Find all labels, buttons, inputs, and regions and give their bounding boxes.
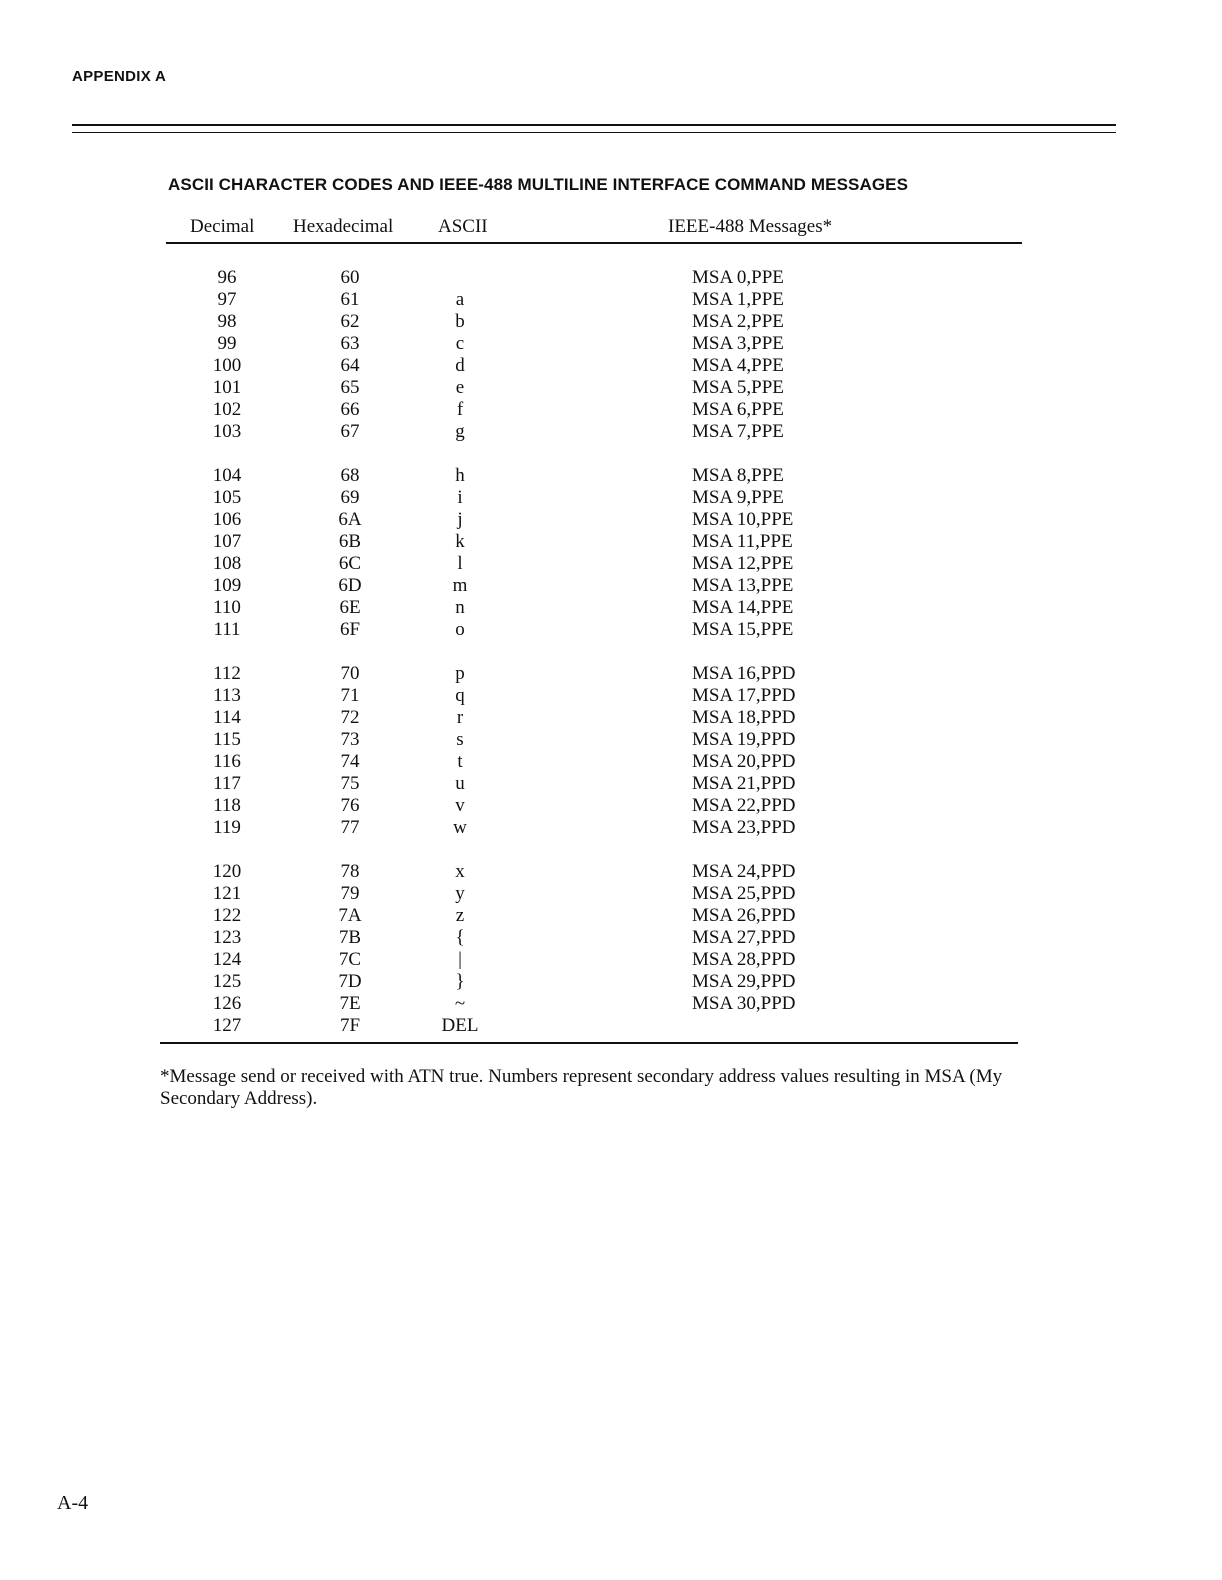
ascii-cell: k bbox=[455, 531, 465, 552]
ieee-message-cell: MSA 19,PPD bbox=[692, 729, 796, 750]
ascii-cell: u bbox=[455, 773, 465, 794]
column-header-rule bbox=[166, 242, 1022, 244]
row-group bbox=[0, 465, 1222, 641]
row-group bbox=[0, 663, 1222, 839]
table-row bbox=[0, 465, 1222, 487]
table-row bbox=[0, 355, 1222, 377]
ascii-cell: v bbox=[455, 795, 465, 816]
hex-cell: 6A bbox=[338, 509, 362, 530]
decimal-cell: 118 bbox=[213, 795, 241, 816]
table-row bbox=[0, 663, 1222, 685]
ieee-message-cell: MSA 22,PPD bbox=[692, 795, 796, 816]
column-header-ascii: ASCII bbox=[438, 216, 488, 237]
hex-cell: 70 bbox=[340, 663, 360, 684]
ascii-cell: c bbox=[455, 333, 465, 354]
hex-cell: 63 bbox=[340, 333, 360, 354]
hex-cell: 7D bbox=[338, 971, 362, 992]
decimal-cell: 107 bbox=[212, 531, 242, 552]
ascii-cell: l bbox=[457, 553, 463, 574]
hex-cell: 60 bbox=[340, 267, 360, 288]
ascii-cell: r bbox=[456, 707, 464, 728]
decimal-cell: 108 bbox=[212, 553, 242, 574]
decimal-cell: 102 bbox=[212, 399, 242, 420]
ieee-message-cell: MSA 10,PPE bbox=[692, 509, 794, 530]
ieee-message-cell: MSA 8,PPE bbox=[692, 465, 784, 486]
ieee-message-cell: MSA 21,PPD bbox=[692, 773, 796, 794]
hex-cell: 77 bbox=[340, 817, 360, 838]
ieee-message-cell: MSA 13,PPE bbox=[692, 575, 794, 596]
ieee-message-cell: MSA 17,PPD bbox=[692, 685, 796, 706]
table-row bbox=[0, 1015, 1222, 1037]
table-bottom-rule bbox=[160, 1042, 1018, 1044]
ascii-cell: p bbox=[455, 663, 465, 684]
table-row bbox=[0, 377, 1222, 399]
ascii-cell: e bbox=[455, 377, 465, 398]
ieee-message-cell: MSA 7,PPE bbox=[692, 421, 784, 442]
hex-cell: 69 bbox=[340, 487, 360, 508]
decimal-cell: 120 bbox=[212, 861, 242, 882]
ascii-cell: z bbox=[455, 905, 465, 926]
hex-cell: 7A bbox=[338, 905, 362, 926]
ascii-cell: ~ bbox=[454, 993, 466, 1014]
ieee-message-cell: MSA 20,PPD bbox=[692, 751, 796, 772]
table-row bbox=[0, 311, 1222, 333]
ieee-message-cell: MSA 26,PPD bbox=[692, 905, 796, 926]
ieee-message-cell: MSA 14,PPE bbox=[692, 597, 794, 618]
ascii-cell: g bbox=[455, 421, 465, 442]
ieee-message-cell: MSA 12,PPE bbox=[692, 553, 794, 574]
ieee-message-cell: MSA 30,PPD bbox=[692, 993, 796, 1014]
ieee-message-cell: MSA 18,PPD bbox=[692, 707, 796, 728]
ascii-cell: j bbox=[457, 509, 463, 530]
decimal-cell: 111 bbox=[213, 619, 241, 640]
decimal-cell: 124 bbox=[212, 949, 242, 970]
decimal-cell: 126 bbox=[212, 993, 242, 1014]
decimal-cell: 109 bbox=[212, 575, 242, 596]
decimal-cell: 100 bbox=[212, 355, 242, 376]
hex-cell: 7C bbox=[338, 949, 362, 970]
table-row bbox=[0, 619, 1222, 641]
table-row bbox=[0, 883, 1222, 905]
table-row bbox=[0, 971, 1222, 993]
column-header-decimal: Decimal bbox=[190, 216, 255, 237]
ascii-cell: } bbox=[455, 971, 465, 992]
ascii-cell: w bbox=[453, 817, 467, 838]
hex-cell: 6F bbox=[339, 619, 361, 640]
ieee-message-cell: MSA 1,PPE bbox=[692, 289, 784, 310]
table-row bbox=[0, 685, 1222, 707]
decimal-cell: 98 bbox=[217, 311, 237, 332]
ascii-cell: f bbox=[456, 399, 464, 420]
decimal-cell: 115 bbox=[213, 729, 241, 750]
footnote: *Message send or received with ATN true. Numbers represent secondary address values resulting in MSA (My Secondary Address). bbox=[160, 1066, 1003, 1109]
decimal-cell: 117 bbox=[213, 773, 241, 794]
decimal-cell: 123 bbox=[212, 927, 242, 948]
table-row bbox=[0, 905, 1222, 927]
ascii-cell: n bbox=[455, 597, 465, 618]
table-row bbox=[0, 333, 1222, 355]
hex-cell: 71 bbox=[340, 685, 360, 706]
hex-cell: 64 bbox=[340, 355, 360, 376]
ascii-cell: s bbox=[456, 729, 464, 750]
decimal-cell: 101 bbox=[212, 377, 242, 398]
hex-cell: 6D bbox=[338, 575, 362, 596]
table-row bbox=[0, 487, 1222, 509]
table-row bbox=[0, 267, 1222, 289]
hex-cell: 61 bbox=[340, 289, 360, 310]
row-group bbox=[0, 861, 1222, 1037]
hex-cell: 79 bbox=[340, 883, 360, 904]
table-row bbox=[0, 795, 1222, 817]
table-row bbox=[0, 707, 1222, 729]
decimal-cell: 110 bbox=[213, 597, 241, 618]
table-row bbox=[0, 553, 1222, 575]
ieee-message-cell: MSA 15,PPE bbox=[692, 619, 794, 640]
header-rule-thick bbox=[72, 124, 1116, 126]
ieee-message-cell: MSA 9,PPE bbox=[692, 487, 784, 508]
decimal-cell: 105 bbox=[212, 487, 242, 508]
hex-cell: 78 bbox=[340, 861, 360, 882]
table-row bbox=[0, 421, 1222, 443]
decimal-cell: 125 bbox=[212, 971, 242, 992]
hex-cell: 67 bbox=[340, 421, 360, 442]
table-row bbox=[0, 509, 1222, 531]
hex-cell: 62 bbox=[340, 311, 360, 332]
hex-cell: 66 bbox=[340, 399, 360, 420]
ieee-message-cell: MSA 24,PPD bbox=[692, 861, 796, 882]
hex-cell: 6B bbox=[338, 531, 362, 552]
hex-cell: 74 bbox=[340, 751, 360, 772]
table-row bbox=[0, 531, 1222, 553]
ieee-message-cell: MSA 4,PPE bbox=[692, 355, 784, 376]
decimal-cell: 119 bbox=[213, 817, 241, 838]
ieee-message-cell: MSA 25,PPD bbox=[692, 883, 796, 904]
ieee-message-cell: MSA 28,PPD bbox=[692, 949, 796, 970]
ascii-cell: q bbox=[455, 685, 465, 706]
decimal-cell: 112 bbox=[213, 663, 241, 684]
ascii-cell: x bbox=[455, 861, 465, 882]
table-row bbox=[0, 597, 1222, 619]
ascii-cell: y bbox=[455, 883, 465, 904]
ascii-cell: a bbox=[455, 289, 465, 310]
table-row bbox=[0, 751, 1222, 773]
ieee-message-cell: MSA 3,PPE bbox=[692, 333, 784, 354]
ieee-message-cell: MSA 0,PPE bbox=[692, 267, 784, 288]
ieee-message-cell: MSA 29,PPD bbox=[692, 971, 796, 992]
hex-cell: 7F bbox=[339, 1015, 361, 1036]
decimal-cell: 103 bbox=[212, 421, 242, 442]
table-row bbox=[0, 575, 1222, 597]
ieee-message-cell: MSA 11,PPE bbox=[692, 531, 793, 552]
column-header-ieee-messages: IEEE-488 Messages* bbox=[668, 216, 833, 237]
decimal-cell: 96 bbox=[217, 267, 237, 288]
ascii-cell: o bbox=[455, 619, 465, 640]
decimal-cell: 104 bbox=[212, 465, 242, 486]
ascii-cell: | bbox=[458, 949, 462, 970]
ascii-cell: t bbox=[457, 751, 463, 772]
appendix-header: APPENDIX A bbox=[72, 68, 167, 85]
ascii-cell: { bbox=[455, 927, 465, 948]
ieee-message-cell: MSA 5,PPE bbox=[692, 377, 784, 398]
hex-cell: 72 bbox=[340, 707, 360, 728]
hex-cell: 73 bbox=[340, 729, 360, 750]
hex-cell: 6E bbox=[339, 597, 361, 618]
ieee-message-cell: MSA 2,PPE bbox=[692, 311, 784, 332]
header-rule-thin bbox=[72, 132, 1116, 133]
decimal-cell: 127 bbox=[212, 1015, 242, 1036]
ascii-cell: d bbox=[455, 355, 465, 376]
decimal-cell: 106 bbox=[212, 509, 242, 530]
hex-cell: 76 bbox=[340, 795, 360, 816]
ascii-cell: b bbox=[455, 311, 465, 332]
ascii-cell: i bbox=[457, 487, 463, 508]
decimal-cell: 122 bbox=[212, 905, 242, 926]
ascii-cell: h bbox=[455, 465, 465, 486]
table-row bbox=[0, 993, 1222, 1015]
ieee-message-cell: MSA 27,PPD bbox=[692, 927, 796, 948]
hex-cell: 75 bbox=[340, 773, 360, 794]
decimal-cell: 116 bbox=[213, 751, 241, 772]
ieee-message-cell: MSA 16,PPD bbox=[692, 663, 796, 684]
ieee-message-cell: MSA 6,PPE bbox=[692, 399, 784, 420]
decimal-cell: 121 bbox=[212, 883, 242, 904]
table-row bbox=[0, 817, 1222, 839]
table-title: ASCII CHARACTER CODES AND IEEE-488 MULTILINE INTERFACE COMMAND MESSAGES bbox=[168, 175, 909, 194]
decimal-cell: 99 bbox=[217, 333, 237, 354]
hex-cell: 65 bbox=[340, 377, 360, 398]
decimal-cell: 97 bbox=[217, 289, 237, 310]
table-row bbox=[0, 773, 1222, 795]
hex-cell: 6C bbox=[338, 553, 362, 574]
table-row bbox=[0, 927, 1222, 949]
ascii-cell: m bbox=[452, 575, 468, 596]
hex-cell: 7E bbox=[339, 993, 361, 1014]
ascii-cell: DEL bbox=[441, 1015, 479, 1036]
hex-cell: 68 bbox=[340, 465, 360, 486]
decimal-cell: 113 bbox=[213, 685, 241, 706]
table-row bbox=[0, 399, 1222, 421]
table-row bbox=[0, 949, 1222, 971]
column-header-hexadecimal: Hexadecimal bbox=[293, 216, 394, 237]
page-number: A-4 bbox=[57, 1492, 89, 1514]
decimal-cell: 114 bbox=[213, 707, 241, 728]
row-group bbox=[0, 267, 1222, 443]
table-row bbox=[0, 729, 1222, 751]
table-row bbox=[0, 861, 1222, 883]
hex-cell: 7B bbox=[338, 927, 362, 948]
table-row bbox=[0, 289, 1222, 311]
code-table-body bbox=[0, 267, 1222, 1059]
ieee-message-cell: MSA 23,PPD bbox=[692, 817, 796, 838]
